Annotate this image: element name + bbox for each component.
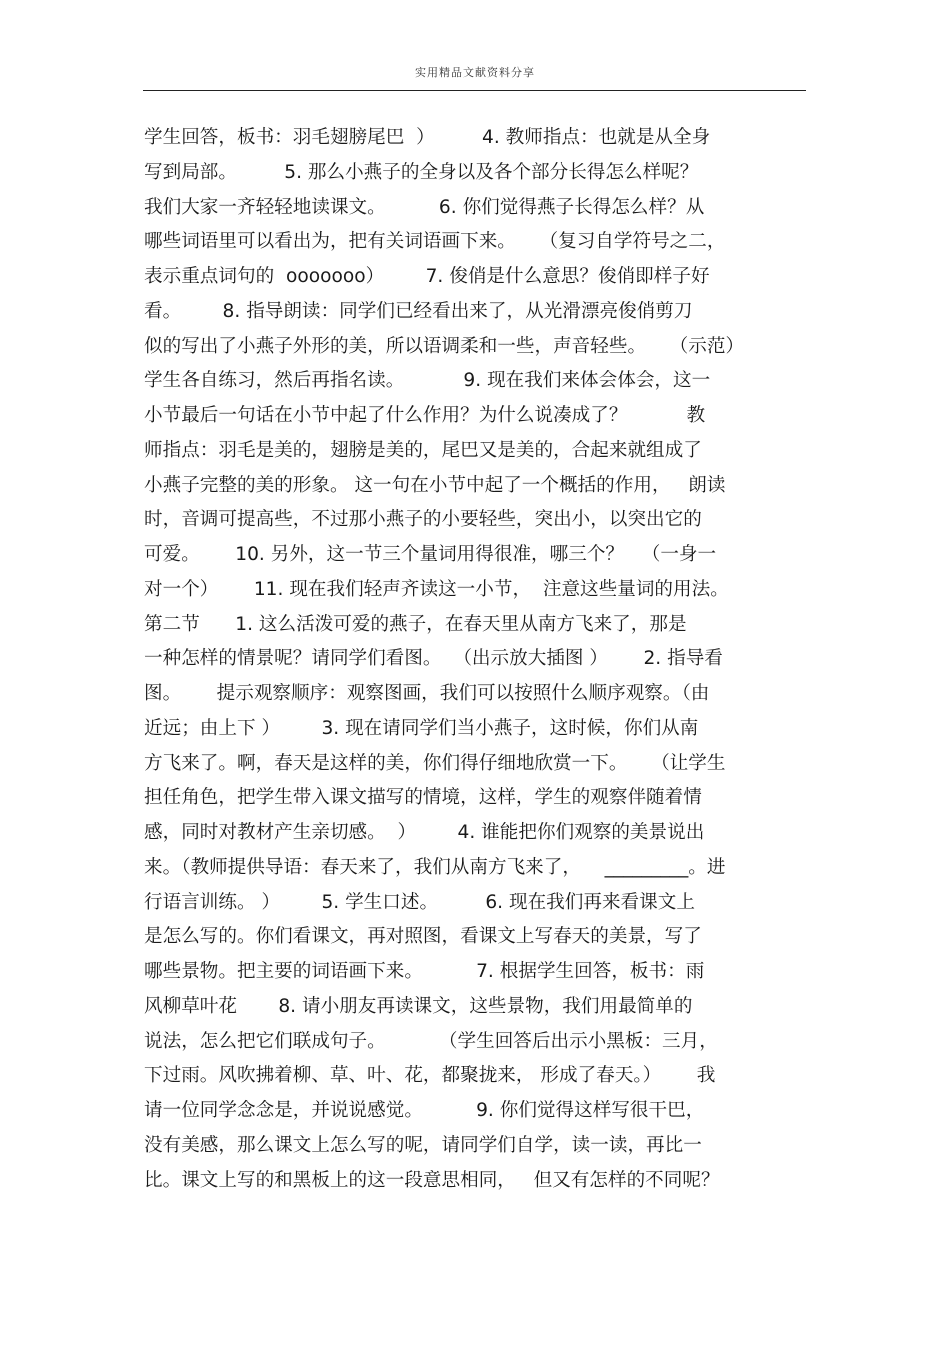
text-line: 一种怎样的情景呢？请同学们看图。 （出示放大插图 ） 2. 指导看	[144, 648, 723, 670]
text-line: 下过雨。风吹拂着柳、草、叶、花，都聚拢来， 形成了春天。） 我	[144, 1065, 716, 1087]
text-line: 表示重点词句的 ooooooo） 7. 俊俏是什么意思？俊俏即样子好	[144, 266, 710, 287]
text-line: 似的写出了小燕子外形的美，所以语调柔和一些，声音轻些。 （示范）	[144, 335, 745, 357]
text-line: 小节最后一句话在小节中起了什么作用？为什么说凑成了？ 教	[144, 405, 706, 426]
text-line: 没有美感，那么课文上怎么写的呢，请同学们自学，读一读，再比一	[144, 1134, 702, 1156]
text-line: 小燕子完整的美的形象。 这一句在小节中起了一个概括的作用， 朗读	[144, 474, 726, 496]
text-line: 对一个） 11. 现在我们轻声齐读这一小节， 注意这些量词的用法。	[144, 578, 729, 600]
text-line: 可爱。 10. 另外，这一节三个量词用得很准，哪三个？ （一身一	[144, 544, 717, 565]
text-line: 比。课文上写的和黑板上的这一段意思相同， 但又有怎样的不同呢？	[144, 1169, 720, 1191]
text-line: 学生各自练习，然后再指名读。 9. 现在我们来体会体会，这一	[144, 370, 711, 392]
text-line: 师指点：羽毛是美的，翅膀是美的，尾巴又是美的，合起来就组成了	[144, 439, 702, 461]
text-line: 看。 8. 指导朗读：同学们已经看出来了，从光滑漂亮俊俏剪刀	[144, 300, 693, 322]
text-line: 来。（教师提供导语：春天来了，我们从南方飞来了， _________。进	[144, 856, 726, 878]
page-header-title: 实用精品文献资料分享	[415, 66, 535, 79]
text-line: 方飞来了。啊，春天是这样的美，你们得仔细地欣赏一下。 （让学生	[144, 752, 726, 774]
text-line: 是怎么写的。你们看课文，再对照图，看课文上写春天的美景，写了	[144, 926, 702, 948]
text-line: 写到局部。 5. 那么小燕子的全身以及各个部分长得怎么样呢？	[144, 161, 699, 183]
text-line: 说法，怎么把它们联成句子。 （学生回答后出示小黑板：三月，	[144, 1030, 718, 1052]
text-line: 请一位同学念念是，并说说感觉。 9. 你们觉得这样写很干巴，	[144, 1100, 705, 1121]
text-line: 担任角色，把学生带入课文描写的情境，这样，学生的观察伴随着情	[144, 787, 702, 809]
text-line: 学生回答，板书：羽毛翅膀尾巴 ） 4. 教师指点：也就是从全身	[144, 127, 711, 148]
text-line: 第二节 1. 这么活泼可爱的燕子，在春天里从南方飞来了，那是	[144, 613, 687, 635]
text-line: 图。 提示观察顺序：观察图画，我们可以按照什么顺序观察。（由	[144, 683, 710, 704]
text-line: 行语言训练。 ） 5. 学生口述。 6. 现在我们再来看课文上	[144, 891, 695, 913]
text-line: 时，音调可提高些，不过那小燕子的小要轻些，突出小，以突出它的	[144, 509, 702, 531]
document-body	[144, 121, 810, 1198]
text-line: 哪些景物。把主要的词语画下来。 7. 根据学生回答，板书：雨	[144, 961, 705, 982]
header-divider	[143, 90, 806, 91]
text-line: 哪些词语里可以看出为，把有关词语画下来。 （复习自学符号之二，	[144, 231, 726, 253]
text-line: 感，同时对教材产生亲切感。 ） 4. 谁能把你们观察的美景说出	[144, 822, 705, 843]
text-line: 近远；由上下 ） 3. 现在请同学们当小燕子，这时候，你们从南	[144, 717, 699, 739]
text-line: 风柳草叶花 8. 请小朋友再读课文，这些景物，我们用最简单的	[144, 995, 693, 1017]
text-line: 我们大家一齐轻轻地读课文。 6. 你们觉得燕子长得怎么样？从	[144, 196, 705, 218]
